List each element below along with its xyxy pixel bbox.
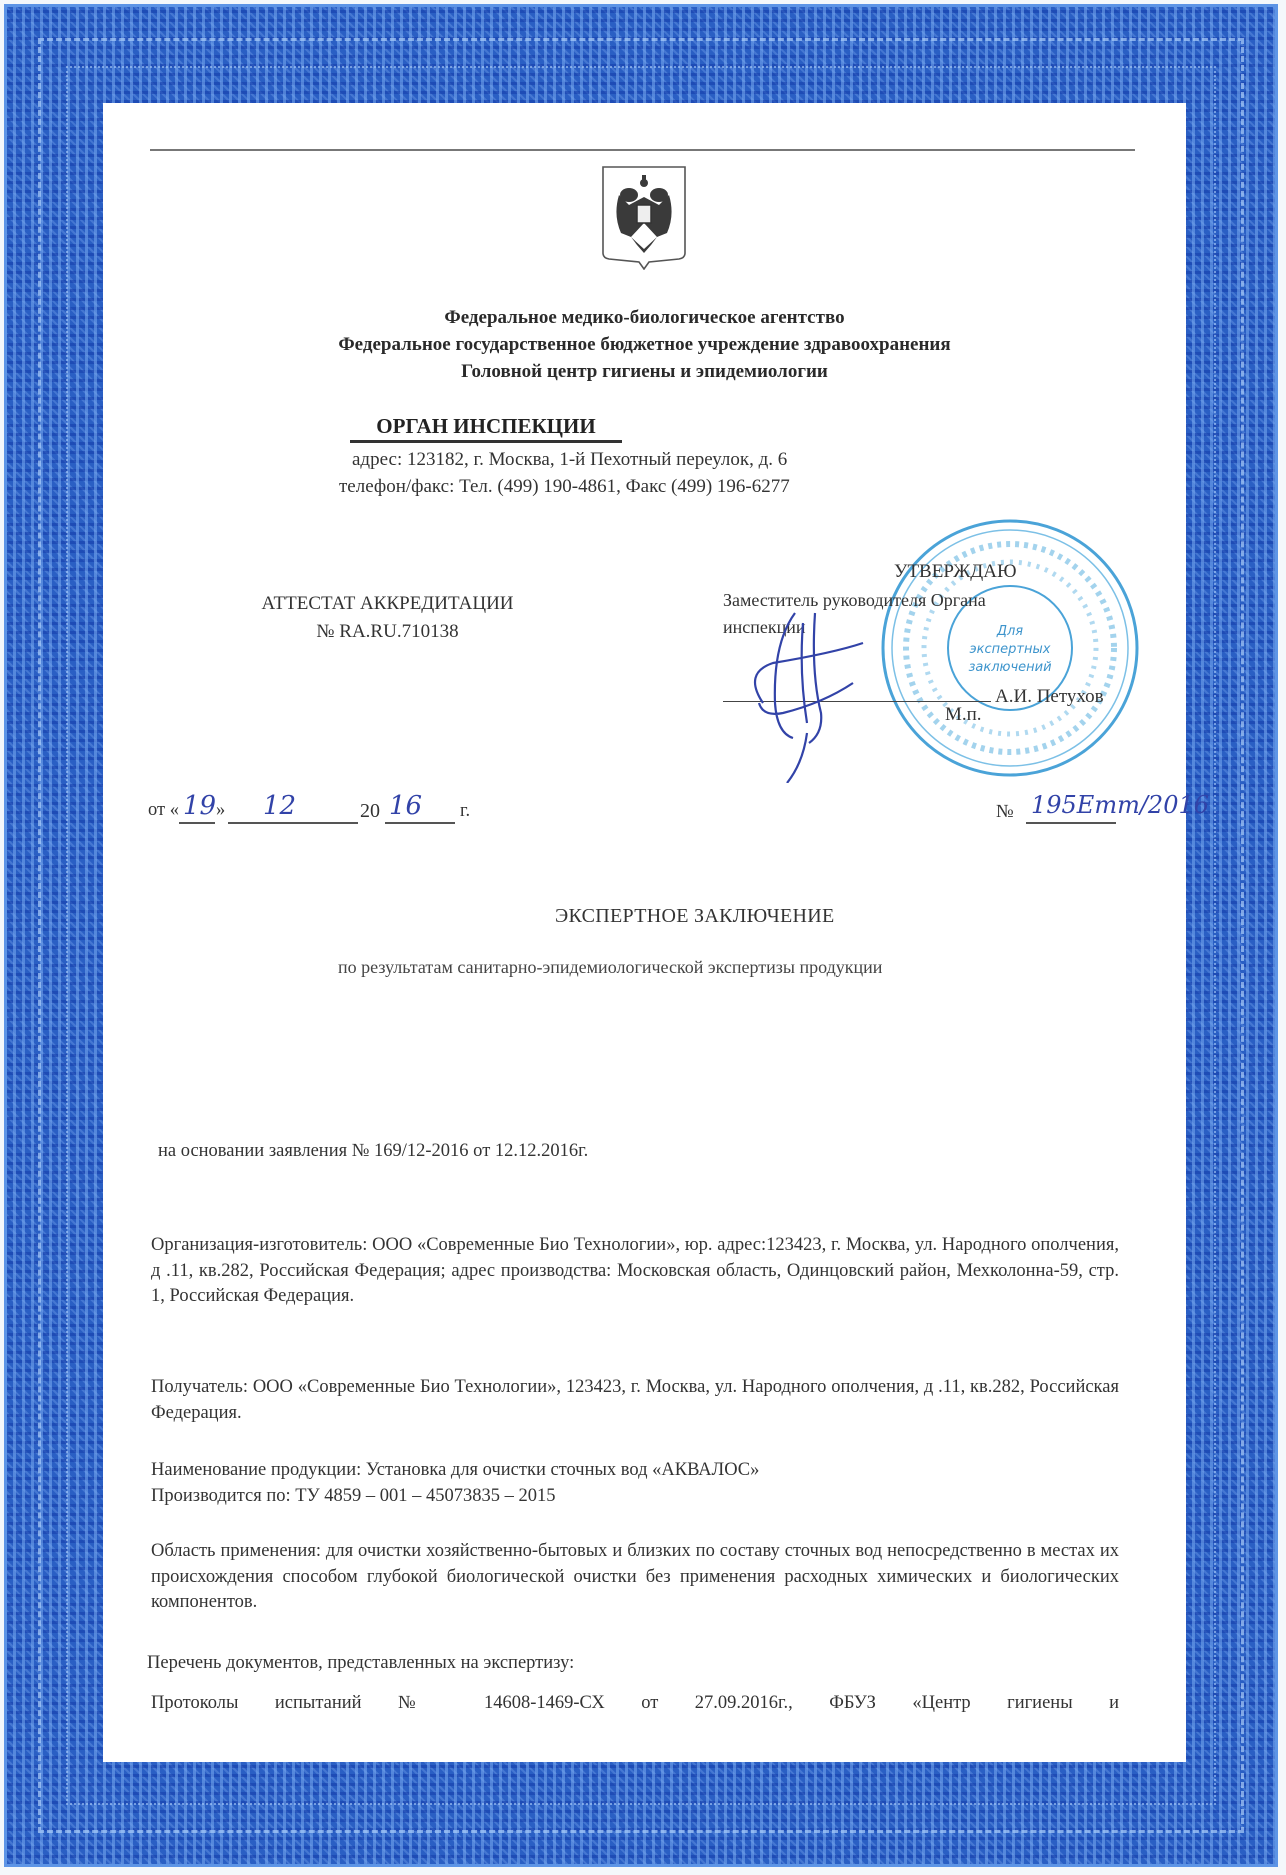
document-sheet [103,103,1210,1762]
date-suffix: г. [460,801,471,821]
seal-stamp [879,517,1141,779]
handwritten-signature [703,583,873,783]
year-underline [385,822,455,824]
document-number[interactable]: 195Етт/2016 [1031,791,1210,819]
month-underline [228,822,358,824]
inspection-body-title: ОРГАН ИНСПЕКЦИИ [376,414,596,438]
coat-of-arms-icon [601,165,687,270]
date-century: 20 [360,800,380,822]
date-month[interactable]: 12 [263,791,297,821]
day-underline [179,822,215,824]
conclusion-subtitle: по результатам санитарно-эпидемиологической экспертизы продукции [338,957,883,977]
seal-place-label: М.п. [945,704,982,725]
number-underline [1026,822,1116,824]
approver-name: А.И. Петухов [995,686,1104,707]
application-paragraph: Область применения: для очистки хозяйственно-бытовых и близких по составу сточных вод непосредственно в местах их происхождения способом глубокой биологической очистки без применения расходных химических и биологических компонентов. [151,1541,1119,1612]
approver-position: Заместитель руководителя Органа [723,590,986,610]
date-day[interactable]: 19 [183,791,217,821]
conclusion-title: ЭКСПЕРТНОЕ ЗАКЛЮЧЕНИЕ [555,905,835,927]
accreditation-label: АТТЕСТАТ АККРЕДИТАЦИИ [261,593,514,614]
date-prefix: от « [148,800,179,820]
documents-label: Перечень документов, представленных на экспертизу: [147,1653,575,1673]
center-name: Головной центр гигиены и эпидемиологии [461,361,828,382]
date-close-quote: » [216,800,226,820]
approver-position-cont: инспекции [723,617,806,637]
svg-text:Для: Для [996,624,1024,639]
top-rule [150,149,1135,151]
manufacturer-paragraph: Организация-изготовитель: ООО «Современные Био Технологии», юр. адрес:123423, г. Москва, ул. Народного ополчения, д .11, кв.282, Российская Федерация; адрес производства: Московская область, Одинцовский район, Мехколонна-59, стр. 1, Российская Федерация. [151,1235,1119,1306]
institution-name: Федеральное государственное бюджетное учреждение здравоохранения [338,334,951,355]
date-year[interactable]: 16 [389,791,423,821]
title-underline [350,440,622,443]
product-name: Наименование продукции: Установка для очистки сточных вод «АКВАЛОС» [151,1460,760,1480]
recipient-paragraph: Получатель: ООО «Современные Био Технологии», 123423, г. Москва, ул. Народного ополчения, д .11, кв.282, Российская Федерация. [151,1377,1119,1423]
accreditation-number: № RA.RU.710138 [316,621,459,642]
basis-statement: на основании заявления № 169/12-2016 от 12.12.2016г. [158,1141,589,1161]
inspection-phone: телефон/факс: Тел. (499) 190-4861, Факс (499) 196-6277 [339,476,790,497]
protocols-line: Протоколы испытаний № 14608-1469-СХ от 27.09.2016г., ФБУЗ «Центр гигиены и [151,1693,1119,1713]
agency-name: Федеральное медико-биологическое агентство [444,307,845,328]
svg-text:экспертных: экспертных [969,642,1051,657]
svg-text:заключений: заключений [968,660,1052,675]
inspection-address: адрес: 123182, г. Москва, 1-й Пехотный переулок, д. 6 [352,449,788,470]
approve-label: УТВЕРЖДАЮ [894,561,1017,582]
number-prefix: № [996,802,1014,822]
produced-by: Производится по: ТУ 4859 – 001 – 45073835 – 2015 [151,1486,556,1506]
